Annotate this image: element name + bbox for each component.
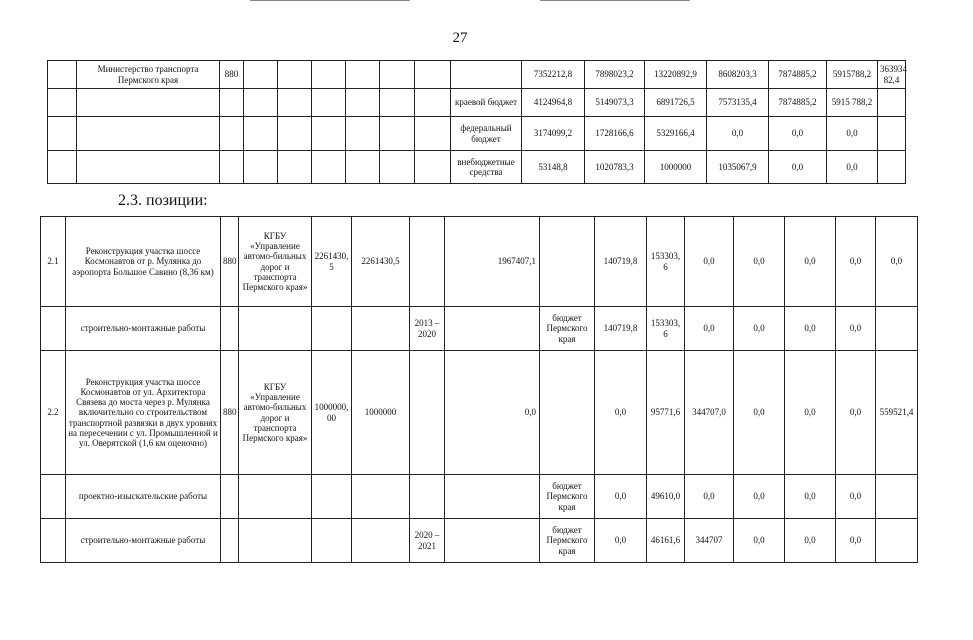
value-cell: 5149073,3: [585, 89, 645, 117]
cost-cell: [352, 307, 410, 351]
value-cell: 46161,6: [647, 519, 685, 563]
table-row: [41, 475, 973, 519]
code-cell: [221, 307, 239, 351]
customer-org: [239, 519, 312, 563]
value-cell: [445, 519, 540, 563]
empty-cell: [48, 151, 77, 184]
value-cell: 0,0: [769, 151, 827, 184]
row-number: [41, 475, 66, 519]
code-cell: [220, 151, 244, 184]
value-cell: 0,0: [734, 475, 785, 519]
row-number: [41, 307, 66, 351]
customer-org: КГБУ «Управление автомо-бильных дорог и транспорта Пермского края»: [239, 217, 312, 307]
value-cell: [876, 307, 918, 351]
top-rule-right: [540, 0, 690, 1]
code-cell: 880: [221, 217, 239, 307]
value-cell: [876, 519, 918, 563]
value-cell: 3174099,2: [522, 117, 585, 151]
value-cell: 0,0: [785, 217, 836, 307]
positions-table: [40, 216, 973, 563]
code-cell: [221, 519, 239, 563]
value-cell: 153303, 6: [647, 307, 685, 351]
empty-cell: [244, 61, 278, 89]
value-cell: 0,0: [836, 307, 876, 351]
empty-cell: [312, 117, 346, 151]
funding-source: бюджет Пермского края: [540, 475, 595, 519]
cost-cell: [352, 519, 410, 563]
value-cell: 6891726,5: [645, 89, 707, 117]
empty-cell: [244, 117, 278, 151]
table-row: [48, 151, 906, 184]
value-cell: 344707: [685, 519, 734, 563]
object-name: Реконструкция участка шоссе Космонавтов от р. Мулянка до аэропорта Большое Савино (8,36 км): [66, 217, 221, 307]
cost-cell: 2261430,5: [352, 217, 410, 307]
org-name: [77, 89, 220, 117]
empty-cell: [346, 151, 380, 184]
section-heading: 2.3. позиции:: [118, 192, 208, 209]
funding-source: [540, 351, 595, 475]
empty-cell: [244, 89, 278, 117]
value-cell: 0,0: [595, 519, 647, 563]
object-name: проектно-изыскательские работы: [66, 475, 221, 519]
value-cell: 0,0: [734, 217, 785, 307]
estimate-cost: [312, 307, 352, 351]
code-cell: [220, 117, 244, 151]
value-cell: 0,0: [836, 217, 876, 307]
value-cell: 5915 788,2: [827, 89, 878, 117]
value-cell: 1967407,1: [445, 217, 540, 307]
value-cell: 0,0: [595, 475, 647, 519]
value-cell: [878, 151, 906, 184]
funding-source: бюджет Пермского края: [540, 519, 595, 563]
value-cell: 7874885,2: [769, 89, 827, 117]
estimate-cost: 2261430, 5: [312, 217, 352, 307]
value-cell: 5329166,4: [645, 117, 707, 151]
value-cell: 0,0: [785, 519, 836, 563]
object-name: строительно-монтажные работы: [66, 519, 221, 563]
value-cell: [445, 307, 540, 351]
value-cell: 0,0: [836, 475, 876, 519]
empty-cell: [346, 61, 380, 89]
empty-cell: [346, 117, 380, 151]
row-number: 2.2: [41, 351, 66, 475]
cost-cell: [352, 475, 410, 519]
value-cell: 344707,0: [685, 351, 734, 475]
value-cell: 140719,8: [595, 307, 647, 351]
period-cell: 2020 – 2021: [410, 519, 445, 563]
code-cell: [221, 475, 239, 519]
code-cell: 880: [220, 61, 244, 89]
value-cell: [878, 89, 906, 117]
funding-source: [540, 217, 595, 307]
value-cell: 0,0: [734, 351, 785, 475]
empty-cell: [48, 117, 77, 151]
empty-cell: [278, 61, 312, 89]
value-cell: 1020783,3: [585, 151, 645, 184]
value-cell: 0,0: [445, 351, 540, 475]
empty-cell: [380, 61, 415, 89]
value-cell: 7352212,8: [522, 61, 585, 89]
value-cell: 140719,8: [595, 217, 647, 307]
value-cell: 0,0: [769, 117, 827, 151]
period-cell: 2013 – 2020: [410, 307, 445, 351]
org-name: [77, 151, 220, 184]
empty-cell: [48, 61, 77, 89]
value-cell: 53148,8: [522, 151, 585, 184]
empty-cell: [278, 117, 312, 151]
funding-source: внебюджетные средства: [451, 151, 522, 184]
value-cell: 0,0: [734, 519, 785, 563]
value-cell: 0,0: [827, 151, 878, 184]
code-cell: 880: [221, 351, 239, 475]
empty-cell: [278, 151, 312, 184]
value-cell: 1728166,6: [585, 117, 645, 151]
org-name: Министерство транспорта Пермского края: [77, 61, 220, 89]
budget-table: [47, 60, 906, 184]
table-row: [41, 307, 973, 351]
value-cell: [445, 475, 540, 519]
empty-cell: [278, 89, 312, 117]
value-cell: 0,0: [685, 475, 734, 519]
value-cell: 7874885,2: [769, 61, 827, 89]
value-cell: 0,0: [707, 117, 769, 151]
table-row: [41, 519, 973, 563]
customer-org: [239, 307, 312, 351]
table-row: [48, 89, 906, 117]
value-cell: [876, 475, 918, 519]
value-cell: [878, 117, 906, 151]
table-row: [48, 117, 906, 151]
row-number: 2.1: [41, 217, 66, 307]
empty-cell: [312, 151, 346, 184]
value-cell: 0,0: [876, 217, 918, 307]
value-cell: 0,0: [785, 351, 836, 475]
empty-cell: [244, 151, 278, 184]
value-cell: 0,0: [595, 351, 647, 475]
org-name: [77, 117, 220, 151]
estimate-cost: [312, 519, 352, 563]
empty-cell: [380, 151, 415, 184]
cost-cell: 1000000: [352, 351, 410, 475]
value-cell: 0,0: [785, 475, 836, 519]
value-cell: 5915788,2: [827, 61, 878, 89]
period-cell: [410, 217, 445, 307]
empty-cell: [415, 89, 451, 117]
value-cell: 0,0: [836, 351, 876, 475]
row-number: [41, 519, 66, 563]
empty-cell: [380, 117, 415, 151]
value-cell: 49610,0: [647, 475, 685, 519]
top-rule-left: [250, 0, 410, 1]
empty-cell: [380, 89, 415, 117]
value-cell: 0,0: [836, 519, 876, 563]
value-cell: 153303, 6: [647, 217, 685, 307]
empty-cell: [415, 61, 451, 89]
object-name: строительно-монтажные работы: [66, 307, 221, 351]
value-cell: 0,0: [734, 307, 785, 351]
funding-source: федеральный бюджет: [451, 117, 522, 151]
customer-org: КГБУ «Управление автомо-бильных дорог и транспорта Пермского края»: [239, 351, 312, 475]
table-row: [41, 351, 973, 475]
funding-source: краевой бюджет: [451, 89, 522, 117]
table-row: [41, 217, 973, 307]
code-cell: [220, 89, 244, 117]
value-cell: 4124964,8: [522, 89, 585, 117]
estimate-cost: 1000000, 00: [312, 351, 352, 475]
empty-cell: [48, 89, 77, 117]
value-cell: 1000000: [645, 151, 707, 184]
empty-cell: [415, 151, 451, 184]
value-cell: 95771,6: [647, 351, 685, 475]
table-row: [48, 61, 906, 89]
period-cell: [410, 351, 445, 475]
customer-org: [239, 475, 312, 519]
value-cell: 0,0: [685, 217, 734, 307]
value-cell: 0,0: [685, 307, 734, 351]
value-cell: 7573135,4: [707, 89, 769, 117]
funding-source: [451, 61, 522, 89]
value-cell: 559521,4: [876, 351, 918, 475]
value-cell: 363934 82,4: [878, 61, 906, 89]
object-name: Реконструкция участка шоссе Космонавтов от ул. Архитектора Связева до моста через р. Мулянка включительно со строительством транспортной развязки в двух уровнях на пересечении с ул. Промышленной и ул. Оверятской (1,6 км оценочно): [66, 351, 221, 475]
estimate-cost: [312, 475, 352, 519]
funding-source: бюджет Пермского края: [540, 307, 595, 351]
value-cell: 1035067,9: [707, 151, 769, 184]
empty-cell: [312, 61, 346, 89]
empty-cell: [415, 117, 451, 151]
page-number: 27: [452, 30, 468, 46]
value-cell: 13220892,9: [645, 61, 707, 89]
empty-cell: [312, 89, 346, 117]
empty-cell: [346, 89, 380, 117]
value-cell: 0,0: [785, 307, 836, 351]
period-cell: [410, 475, 445, 519]
value-cell: 7898023,2: [585, 61, 645, 89]
value-cell: 0,0: [827, 117, 878, 151]
value-cell: 8608203,3: [707, 61, 769, 89]
